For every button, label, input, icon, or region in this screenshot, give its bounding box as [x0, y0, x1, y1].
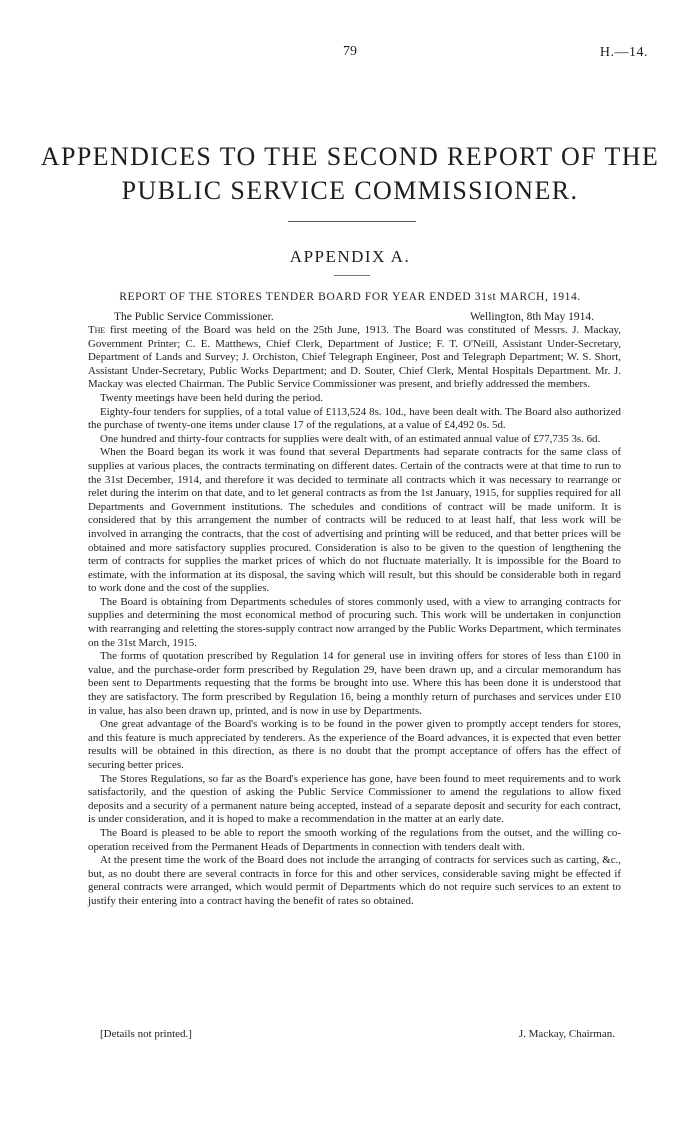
report-body [88, 324, 621, 909]
appendix-heading: APPENDIX A. [289, 247, 411, 266]
paragraph-6: The Board is obtaining from Departments schedules of stores commonly used, with a view to arranging contracts for supplies and determining the most economical method of procuring such. This work will be undertaken in conjunction with rearranging and reletting the stores-supply contract now arranged by the Public Works Department, which terminates on the 31st March, 1915. [88, 595, 621, 649]
closing-row [88, 1028, 621, 1042]
signature: J. Mackay, Chairman. [518, 1028, 615, 1040]
paragraph-10: The Board is pleased to be able to report the smooth working of the regulations from the outset, and the willing co-operation received from the Permanent Heads of Departments in connection with tenders dealt with. [88, 826, 621, 853]
report-heading: REPORT OF THE STORES TENDER BOARD FOR YEAR ENDED 31st MARCH, 1914. [119, 291, 581, 303]
title-divider [288, 221, 416, 222]
page-reference: H.—14. [599, 45, 648, 60]
title-line-2: PUBLIC SERVICE COMMISSIONER. [121, 176, 579, 205]
paragraph-8: One great advantage of the Board's working is to be found in the power given to promptly accept tenders for stores, and this feature is much appreciated by tenderers. As the experience of the Board advances, it is expected that even better results will be obtained in this direction, as there is no doubt that the prompt acceptance of offers has the effect of securing better prices. [88, 718, 621, 771]
paragraph-4: One hundred and thirty-four contracts for supplies were dealt with, of an estimated annual value of £77,735 3s. 6d. [100, 432, 601, 445]
details-note: [Details not printed.] [100, 1028, 192, 1040]
page-number: 79 [343, 44, 357, 59]
paragraph-11: At the present time the work of the Board does not include the arranging of contracts for services such as carting, &c., but, as no doubt there are several contracts in force for this and other services, considerable saving might be effected if general contracts were arranged, which would permit of Departments which do not require such services to an extent to justify their entering into a contract having the benefit of rates so obtained. [88, 854, 621, 907]
document-title [40, 140, 660, 208]
paragraph-1-text: first meeting of the Board was held on the 25th June, 1913. The Board was constituted of Messrs. J. Mackay, Government Printer; C. E. Matthews, Chief Clerk, Department of Justice; F. T. O'Neill, Assistant Under-Secretary, Department of Lands and Survey; J. Orchiston, Chief Telegraph Engineer, Post and Telegraph Department; W. S. Short, Assistant Under-Secretary, Public Works Department; and D. Souter, Chief Clerk, Mental Hospitals Department. Mr. J. Mackay was elected Chairman. The Public Service Commissioner was present, and briefly addressed the members. [88, 324, 622, 391]
dateline: Wellington, 8th May 1914. [470, 311, 594, 323]
paragraph-3: Eighty-four tenders for supplies, of a total value of £113,524 8s. 10d., have been dealt with. The Board also authorized the purchase of twenty-one items under clause 17 of the regulations, at a value of £4,492 0s. 5d. [88, 405, 621, 432]
title-line-1: APPENDICES TO THE SECOND REPORT OF THE [40, 142, 660, 171]
addressee: The Public Service Commissioner. [114, 311, 274, 323]
paragraph-5: When the Board began its work it was found that several Departments had separate contracts for the same class of supplies at various places, the contracts terminating on different dates. Certain of the contracts were at that time to run to the 31st December, 1914, and therefore it was decided to terminate all contracts which it was necessary to rearrange or relet during the interim on that date, and to let general contracts as from the 1st January, 1915, for supplies required for all Departments and Government institutions. The schedules and conditions of contract will be made uniform. It is considered that by this arrangement the number of contracts will be reduced to at least half, that less work will be involved in arranging the contracts, that the cost of advertising and printing will be reduced, and that better prices will be obtained and more satisfactory supplies procured. Consideration is also to be given to the question of lengthening the term of contracts for supplies the market prices of which do not fluctuate materially. It is impossible for the Board to estimate, with the information at its disposal, the saving which will result, but this should be considerable both in regard to work done and the cost of the supplies. [88, 446, 621, 595]
paragraph-9: The Stores Regulations, so far as the Board's experience has gone, have been found to meet requirements and to work satisfactorily, and the question of asking the Public Service Commissioner to amend the regulations to allow fixed deposits and a security of a permanent nature being accepted, instead of a separate deposit and security for each contract, is under consideration, and it is hoped to make a recommendation in the matter at an early date. [88, 772, 621, 826]
first-word: The [88, 324, 106, 336]
paragraph-2: Twenty meetings have been held during the period. [100, 391, 324, 404]
paragraph-1 [88, 324, 621, 392]
appendix-divider [334, 275, 370, 276]
paragraph-7: The forms of quotation prescribed by Regulation 14 for general use in inviting offers for stores of less than £100 in value, and the purchase-order form prescribed by Regulation 29, have been drawn up, and a circular memorandum has been sent to Departments requesting that the forms be brought into use. Where this has been done it is understood that they are satisfactory. The form prescribed by Regulation 16, being a monthly return of purchases and services under £10 in value, has also been drawn up, printed, and is now in use by Departments. [88, 650, 621, 717]
